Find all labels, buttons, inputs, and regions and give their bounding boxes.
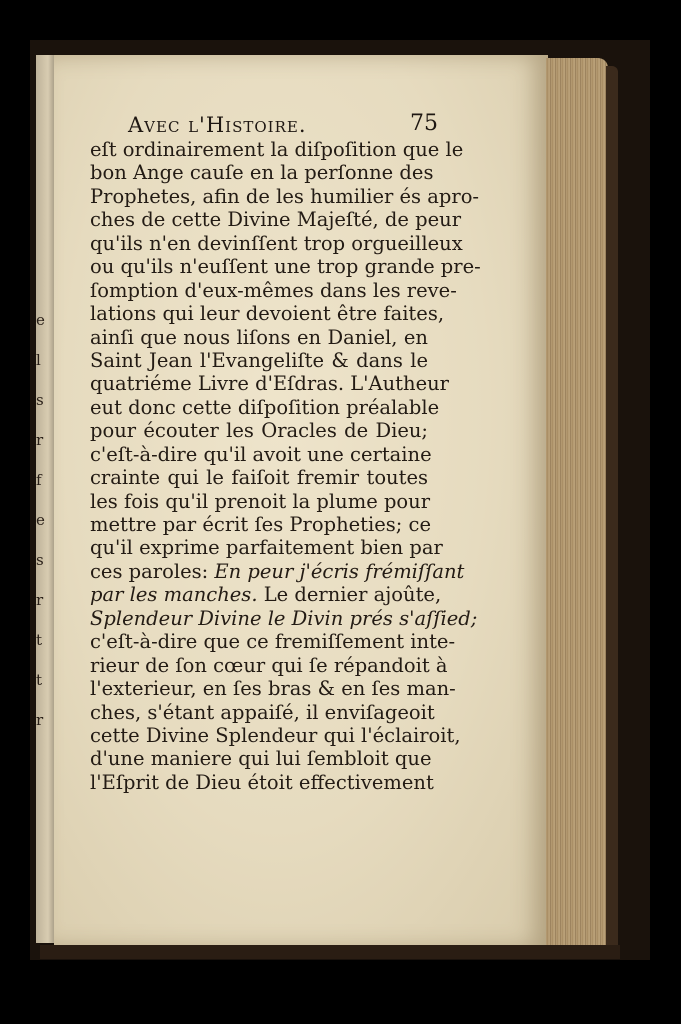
text-run: pour écouter les Oracles de Dieu; [90,419,428,443]
margin-letter: t [36,671,43,689]
margin-letter: s [36,551,44,569]
text-line [90,278,457,302]
margin-letter: r [36,431,44,449]
running-title: Avec l'Histoire. [128,113,307,137]
margin-letter: l [36,351,41,369]
text-line [90,536,443,560]
text-run: c'eſt-à-dire qu'il avoit une certaine [90,442,432,466]
text-run: eſt ordinairement la diſpoſition que le [90,138,464,161]
text-line [90,770,434,794]
book-bottom-board [40,945,620,959]
margin-letter: r [36,711,44,729]
margin-letter: f [36,471,42,489]
body-text [90,138,481,794]
text-run: qu'ils n'en devinſſent trop orgueilleux [90,231,463,255]
margin-letter: r [36,591,44,609]
margin-letter: t [36,631,43,649]
text-line [90,606,478,630]
page-number: 75 [410,111,438,136]
text-run: d'une maniere qui lui ſembloit que [90,747,432,771]
text-run: mettre par écrit ſes Propheties; ce [90,513,432,536]
text-run: Le dernier ajoûte, [257,583,442,607]
text-line [90,255,481,279]
text-line [90,700,435,724]
text-run: ches, s'étant appaiſé, il enviſageoit [90,700,435,724]
text-run: ſomption d'eux-mêmes dans les reve- [90,278,457,302]
book-cover-edge [606,66,618,951]
text-run: c'eſt-à-dire que ce fremiſſement inte- [90,630,456,654]
italic-text: par les manches. [90,583,258,607]
text-line [90,419,428,442]
facing-page-letters [36,300,54,780]
text-line [90,302,445,326]
text-line [90,723,461,747]
text-line [90,559,465,583]
text-run: ou qu'ils n'euſſent une trop grande pre- [90,255,481,279]
text-run: bon Ange cauſe en la perſonne des [90,161,434,185]
text-run: l'Eſprit de Dieu étoit effectivement [90,770,434,794]
text-line [90,513,432,536]
text-run: ces paroles: [90,559,215,583]
page-block-edges [546,58,608,953]
text-line [90,466,428,489]
text-run: cette Divine Splendeur qui l'éclairoit, [90,723,461,747]
italic-text: En peur j'écris frémiſſant [214,559,465,583]
text-run: les fois qu'il prenoit la plume pour [90,489,431,513]
text-line [90,161,434,185]
margin-letter: e [36,511,45,529]
text-run: rieur de ſon cœur qui ſe répandoit à [90,653,448,677]
text-line [90,184,480,208]
text-line [90,138,464,161]
text-run: quatriéme Livre d'Eſdras. L'Autheur [90,372,449,396]
text-line [90,630,456,654]
text-line [90,395,440,419]
text-line [90,677,456,701]
text-run: qu'il exprime parfaitement bien par [90,536,443,560]
text-run: eut donc cette diſpoſition préalable [90,395,440,419]
text-run: Saint Jean l'Evangeliſte & dans le [90,348,428,372]
italic-text: Splendeur Divine le Divin prés s'aſſied; [90,606,478,630]
text-run: l'exterieur, en ſes bras & en ſes man- [90,677,456,701]
margin-letter: e [36,311,45,329]
margin-letter: s [36,391,44,409]
text-line [90,231,463,255]
text-line [90,326,428,349]
text-line [90,442,432,466]
text-line [90,349,428,372]
text-line [90,747,432,771]
text-run: lations qui leur devoient être faites, [90,302,445,326]
text-line [90,372,449,396]
text-line [90,208,462,232]
text-run: Prophetes, afin de les humilier és apro- [90,184,480,208]
text-line [90,489,431,513]
text-line [90,583,442,607]
text-run: ches de cette Divine Majeſté, de peur [90,208,462,232]
text-line [90,653,448,677]
text-run: crainte qui le faiſoit fremir toutes [90,466,428,490]
text-run: ainſi que nous liſons en Daniel, en [90,325,428,349]
